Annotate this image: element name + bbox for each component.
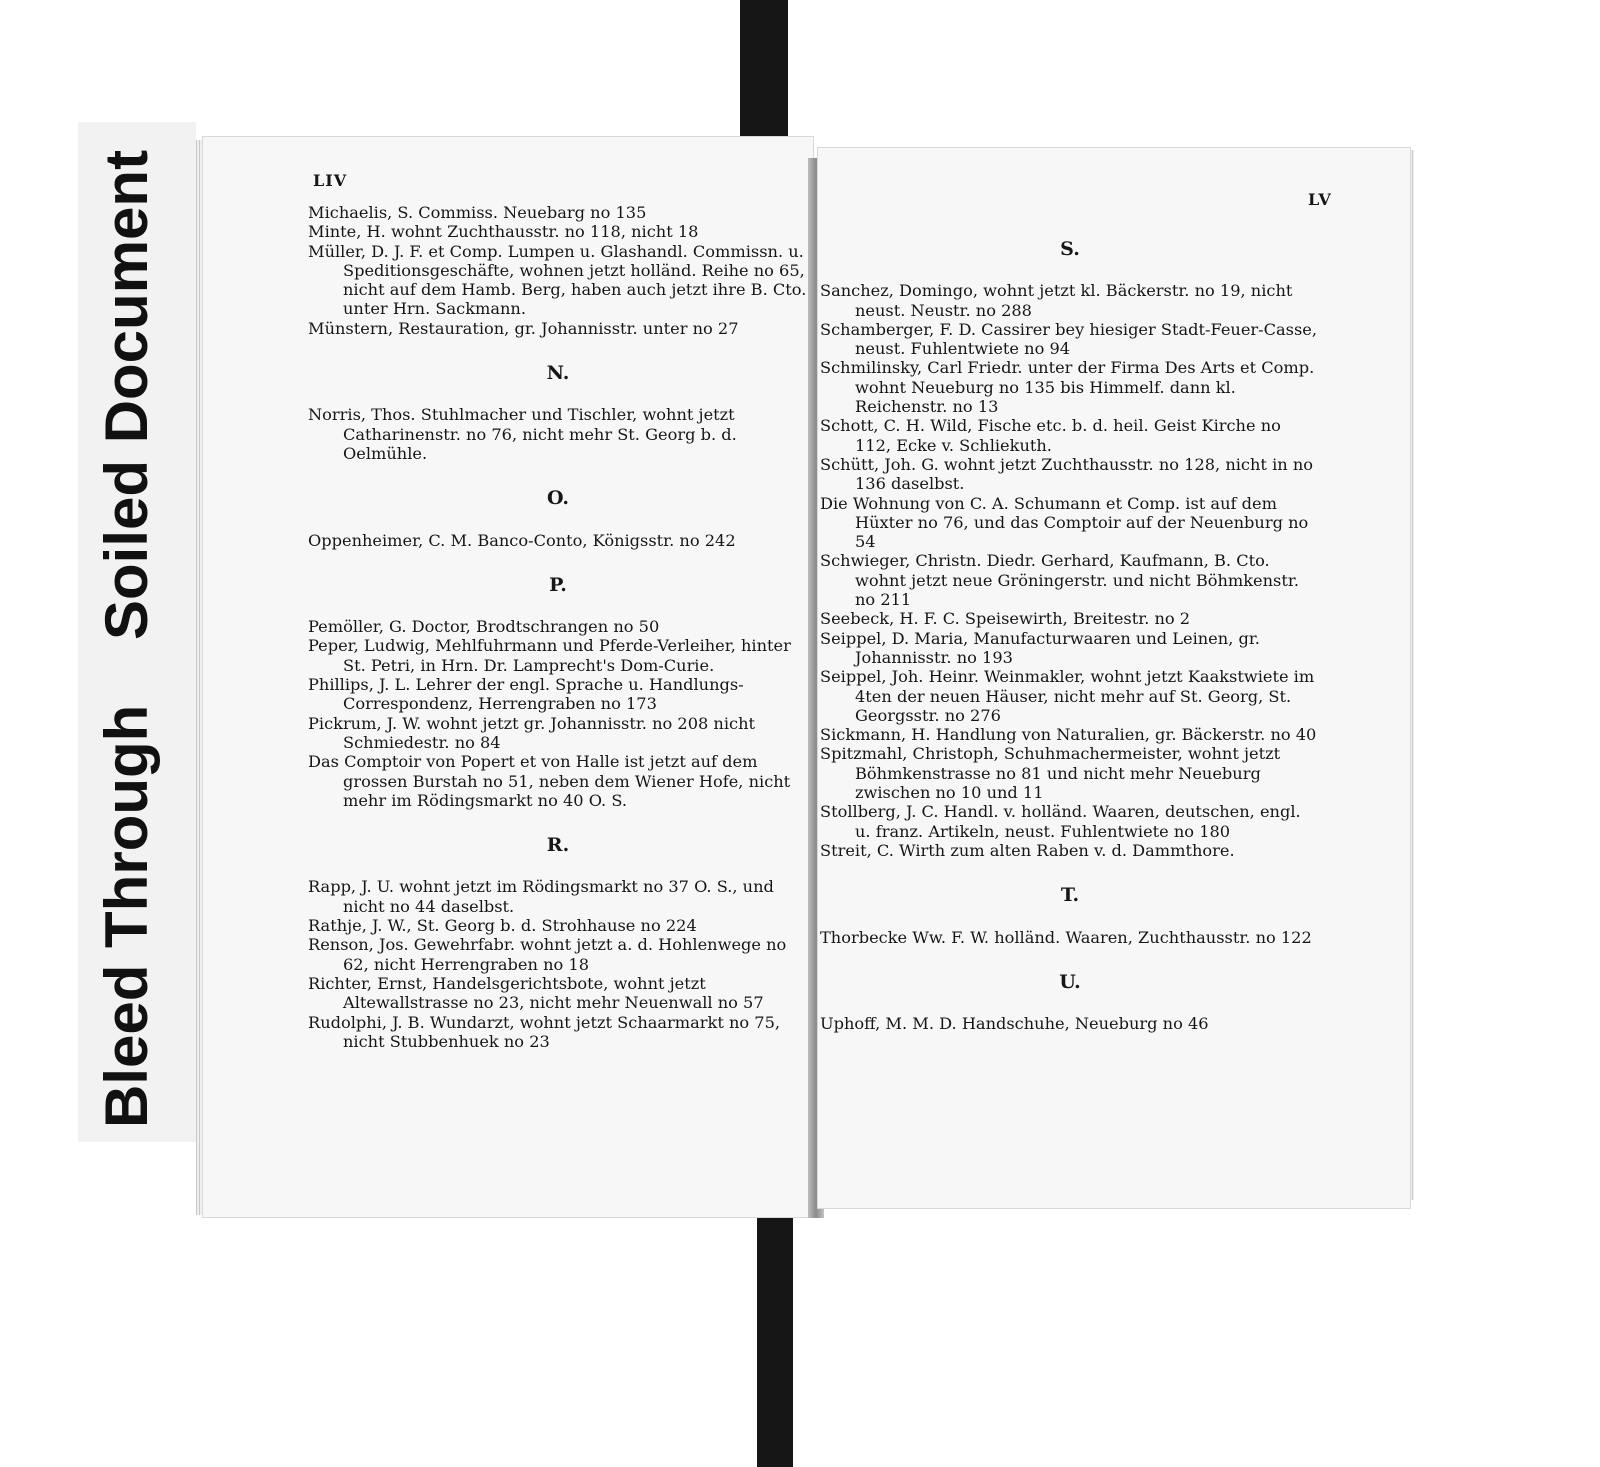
section-letter: O. [546,487,570,510]
directory-entry: Norris, Thos. Stuhlmacher und Tischler, wohnt jetzt Catharinenstr. no 76, nicht mehr St. Georg b. d. Oelmühle. [308,405,737,463]
directory-entry: Thorbecke Ww. F. W. holländ. Waaren, Zuchthausstr. no 122 [820,927,1312,947]
left-page-column [308,203,808,1051]
directory-entry: Rapp, J. U. wohnt jetzt im Rödingsmarkt no 37 O. S., und nicht no 44 daselbst. [308,877,774,916]
directory-entry: Die Wohnung von C. A. Schumann et Comp. ist auf dem Hüxter no 76, und das Comptoir auf der Neuenburg no 54 [820,493,1309,552]
binding-band-bottom [757,1210,793,1467]
directory-entry: Schmilinsky, Carl Friedr. unter der Firma Des Arts et Comp. wohnt Neueburg no 135 bis Himmelf. dann kl. Reichenstr. no 13 [820,358,1315,417]
section-letter: U. [1059,970,1081,993]
directory-entry: Renson, Jos. Gewehrfabr. wohnt jetzt a. d. Hohlenwege no 62, nicht Herrengraben no 18 [308,935,787,974]
directory-entry: Spitzmahl, Christoph, Schuhmachermeister, wohnt jetzt Böhmkenstrasse no 81 und nicht mehr Neueburg zwischen no 10 und 11 [820,744,1281,803]
directory-entry: Phillips, J. L. Lehrer der engl. Sprache u. Handlungs-Correspondenz, Herrengraben no 173 [308,675,744,714]
right-page-number: LV [1308,190,1332,209]
directory-entry: Rudolphi, J. B. Wundarzt, wohnt jetzt Schaarmarkt no 75, nicht Stubbenhuek no 23 [308,1012,781,1051]
directory-entry: Stollberg, J. C. Handl. v. holländ. Waaren, deutschen, engl. u. franz. Artikeln, neust. Fuhlentwiete no 180 [820,802,1301,841]
directory-entry: Richter, Ernst, Handelsgerichtsbote, wohnt jetzt Altewallstrasse no 23, nicht mehr Neuenwall no 57 [308,973,764,1013]
directory-entry: Seebeck, H. F. C. Speisewirth, Breitestr. no 2 [820,609,1191,629]
directory-entry: Pickrum, J. W. wohnt jetzt gr. Johannisstr. no 208 nicht Schmiedestr. no 84 [308,713,756,752]
directory-entry: Sanchez, Domingo, wohnt jetzt kl. Bäckerstr. no 19, nicht neust. Neustr. no 288 [820,281,1293,320]
directory-entry: Seippel, D. Maria, Manufacturwaaren und Leinen, gr. Johannisstr. no 193 [820,628,1260,667]
section-letter: N. [546,362,570,385]
right-page [818,148,1410,1208]
right-page-column [820,214,1320,1033]
directory-entry: Das Comptoir von Popert et von Halle ist jetzt auf dem grossen Burstah no 51, neben dem Wiener Hofe, nicht mehr im Rödingsmarkt no 40 O. S. [308,752,791,810]
section-letter: S. [1060,238,1080,260]
section-letter: T. [1060,884,1080,907]
soiled-document-label: Soiled Document [93,149,160,640]
directory-entry: Oppenheimer, C. M. Banco-Conto, Königsstr. no 242 [308,530,736,550]
directory-entry: Münstern, Restauration, gr. Johannisstr. unter no 27 [308,318,739,338]
section-letter: R. [546,834,570,857]
directory-entry: Minte, H. wohnt Zuchthausstr. no 118, nicht 18 [308,222,699,242]
directory-entry: Schwieger, Christn. Diedr. Gerhard, Kaufmann, B. Cto. wohnt jetzt neue Gröningerstr. und nicht Böhmkenstr. no 211 [820,551,1299,610]
directory-entry: Seippel, Joh. Heinr. Weinmakler, wohnt jetzt Kaakstwiete im 4ten der neuen Häuser, nicht mehr auf St. Georg, St. Georgsstr. no 276 [820,667,1315,725]
directory-entry: Schamberger, F. D. Cassirer bey hiesiger Stadt-Feuer-Casse, neust. Fuhlentwiete no 94 [820,319,1317,359]
directory-entry: Uphoff, M. M. D. Handschuhe, Neueburg no 46 [820,1014,1209,1034]
directory-entry: Pemöller, G. Doctor, Brodtschrangen no 50 [308,617,660,637]
left-page-number: LIV [313,171,348,190]
directory-entry: Streit, C. Wirth zum alten Raben v. d. Dammthore. [820,840,1235,860]
left-page [203,137,813,1217]
directory-entry: Schott, C. H. Wild, Fische etc. b. d. heil. Geist Kirche no 112, Ecke v. Schliekuth. [820,416,1281,455]
binding-band-top [740,0,788,160]
directory-entry: Rathje, J. W., St. Georg b. d. Strohhause no 224 [308,916,697,936]
directory-entry: Peper, Ludwig, Mehlfuhrmann und Pferde-Verleiher, hinter St. Petri, in Hrn. Dr. Lamprecht's Dom-Curie. [308,636,791,675]
bleed-through-label: Bleed Through [93,704,160,1128]
section-letter: P. [549,573,567,596]
directory-entry: Müller, D. J. F. et Comp. Lumpen u. Glashandl. Commissn. u. Speditionsgeschäfte, wohnen jetzt holländ. Reihe no 65, nicht auf dem Hamb. Berg, haben auch jetzt ihre B. Cto. unter Hrn. Sackmann. [308,241,807,319]
directory-entry: Sickmann, H. Handlung von Naturalien, gr. Bäckerstr. no 40 [820,725,1317,745]
directory-entry: Michaelis, S. Commiss. Neuebarg no 135 [308,203,647,222]
directory-entry: Schütt, Joh. G. wohnt jetzt Zuchthausstr. no 128, nicht in no 136 daselbst. [820,454,1313,494]
